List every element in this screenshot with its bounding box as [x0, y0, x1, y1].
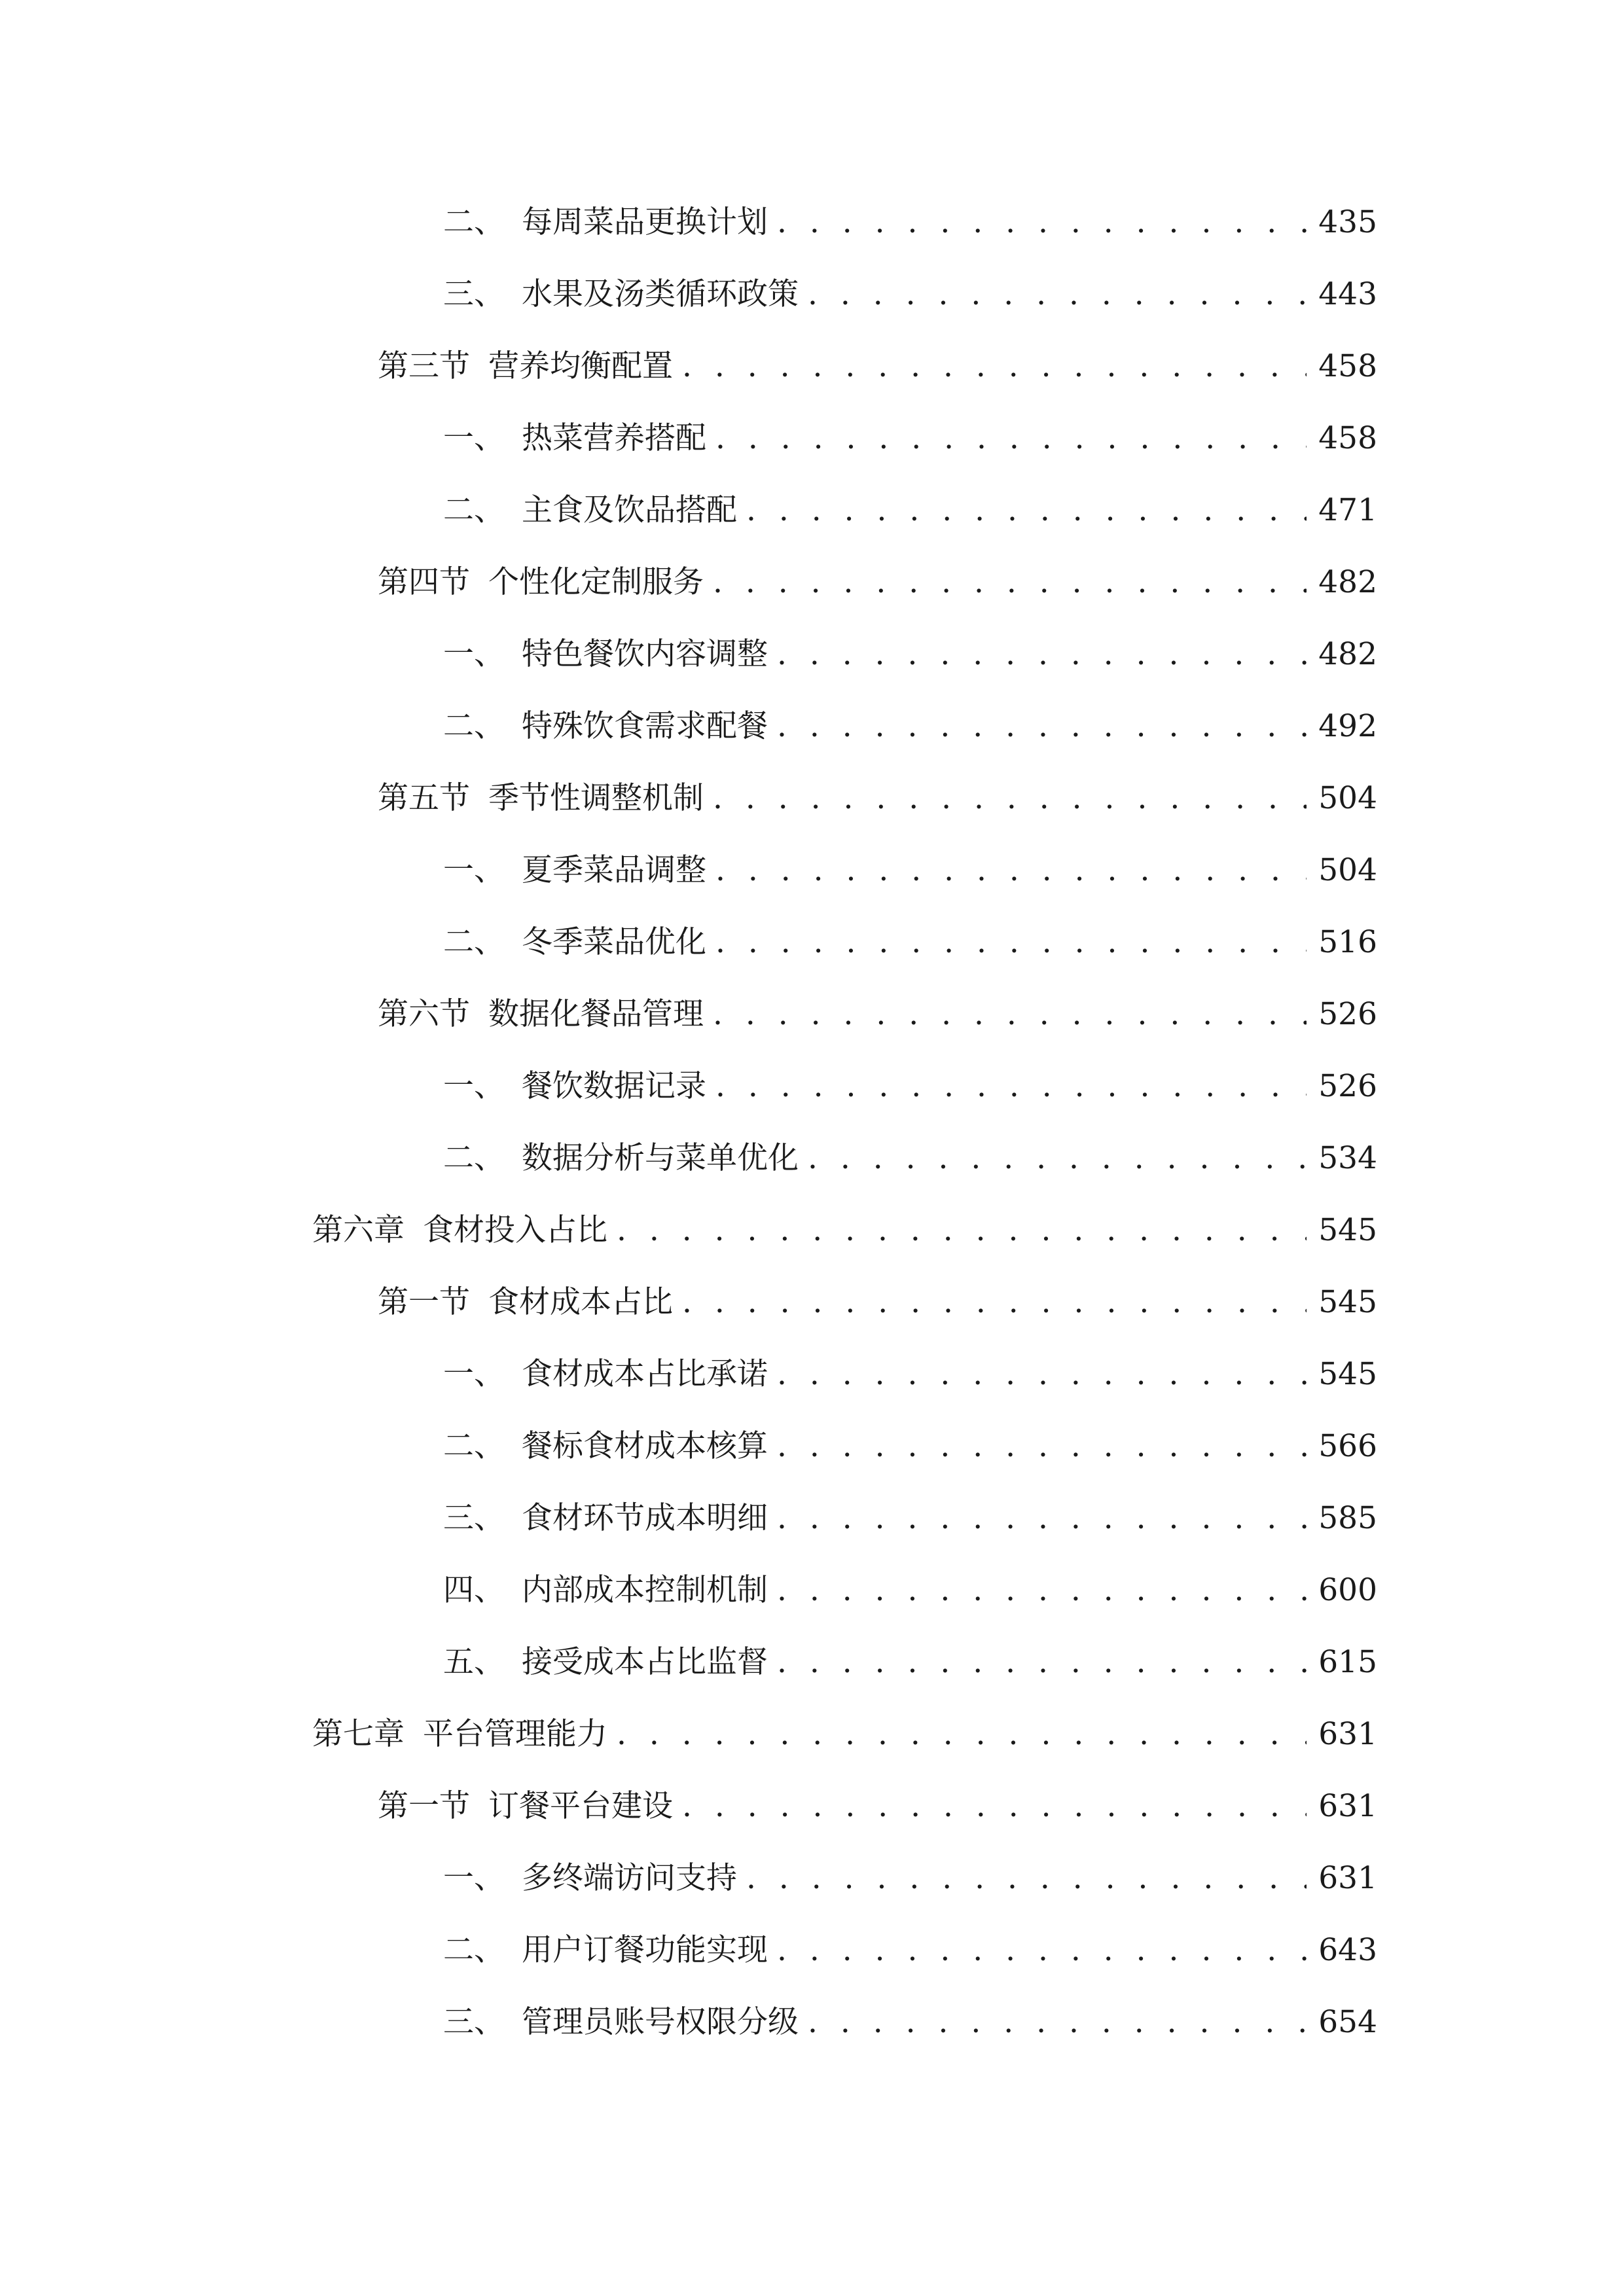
toc-entry-number: 二、	[443, 204, 505, 240]
toc-page-number: 471	[1318, 492, 1377, 528]
toc-entry[interactable]	[443, 1564, 1377, 1617]
toc-dot-leader	[617, 1708, 1307, 1761]
toc-entry[interactable]	[443, 1060, 1377, 1113]
toc-entry-title: 主食及饮品搭配	[522, 492, 737, 528]
toc-entry-title: 食材环节成本明细	[522, 1500, 768, 1536]
toc-entry[interactable]	[443, 1492, 1377, 1545]
toc-entry[interactable]	[378, 1780, 1377, 1833]
toc-dot-leader	[713, 556, 1307, 609]
toc-dot-leader	[715, 844, 1307, 897]
toc-dot-leader	[682, 1780, 1307, 1833]
toc-entry-title: 平台管理能力	[423, 1716, 607, 1752]
toc-entry[interactable]	[378, 340, 1377, 393]
toc-page-number: 458	[1318, 420, 1377, 456]
toc-dot-leader	[713, 988, 1307, 1041]
toc-entry[interactable]	[443, 1636, 1377, 1689]
toc-entry-title: 数据化餐品管理	[488, 996, 704, 1032]
toc-entry[interactable]	[378, 556, 1377, 609]
toc-entry[interactable]	[443, 1996, 1377, 2049]
toc-entry-title: 用户订餐功能实现	[522, 1932, 768, 1968]
toc-entry-number: 三、	[443, 2004, 505, 2040]
toc-dot-leader	[715, 412, 1307, 465]
toc-entry-title: 数据分析与菜单优化	[522, 1140, 799, 1176]
toc-entry-title: 个性化定制服务	[488, 564, 704, 600]
toc-page-number: 504	[1318, 780, 1377, 816]
toc-page-number: 526	[1318, 996, 1377, 1032]
toc-entry-number: 第三节	[378, 348, 470, 384]
toc-page-number: 435	[1318, 204, 1377, 240]
toc-dot-leader	[746, 484, 1307, 537]
toc-entry-number: 第一节	[378, 1284, 470, 1320]
toc-entry-title: 食材投入占比	[423, 1212, 607, 1248]
toc-entry[interactable]	[443, 1420, 1377, 1473]
toc-page-number: 631	[1318, 1860, 1377, 1896]
toc-page-number: 615	[1318, 1644, 1377, 1680]
toc-dot-leader	[682, 1276, 1307, 1329]
toc-entry[interactable]	[443, 916, 1377, 969]
toc-dot-leader	[777, 1564, 1307, 1617]
toc-dot-leader	[682, 340, 1307, 393]
toc-page-number: 492	[1318, 708, 1377, 744]
toc-dot-leader	[777, 1420, 1307, 1473]
toc-entry-title: 特色餐饮内容调整	[522, 636, 768, 672]
toc-entry-title: 食材成本占比承诺	[522, 1356, 768, 1392]
toc-entry-title: 食材成本占比	[488, 1284, 673, 1320]
toc-entry-number: 五、	[443, 1644, 505, 1680]
toc-page-number: 585	[1318, 1500, 1377, 1536]
toc-entry[interactable]	[443, 1852, 1377, 1905]
toc-entry[interactable]	[443, 196, 1377, 249]
toc-entry-number: 二、	[443, 708, 505, 744]
toc-entry-number: 二、	[443, 1932, 505, 1968]
toc-dot-leader	[777, 1348, 1307, 1401]
toc-dot-leader	[777, 1492, 1307, 1545]
toc-entry[interactable]	[312, 1708, 1377, 1761]
toc-entry-title: 营养均衡配置	[488, 348, 673, 384]
toc-dot-leader	[777, 1636, 1307, 1689]
toc-entry-number: 四、	[443, 1572, 505, 1608]
toc-entry-title: 餐标食材成本核算	[522, 1428, 768, 1464]
toc-entry-title: 水果及汤类循环政策	[522, 276, 799, 312]
toc-dot-leader	[808, 268, 1307, 321]
toc-page-number: 631	[1318, 1788, 1377, 1824]
toc-entry-number: 第六章	[312, 1212, 405, 1248]
toc-entry-number: 三、	[443, 1500, 505, 1536]
toc-entry-number: 二、	[443, 1140, 505, 1176]
toc-entry-title: 每周菜品更换计划	[522, 204, 768, 240]
toc-entry[interactable]	[378, 988, 1377, 1041]
toc-page-number: 526	[1318, 1068, 1377, 1104]
toc-page-number: 600	[1318, 1572, 1377, 1608]
toc-page-number: 545	[1318, 1356, 1377, 1392]
toc-entry-number: 第七章	[312, 1716, 405, 1752]
toc-dot-leader	[777, 700, 1307, 753]
toc-entry-title: 餐饮数据记录	[522, 1068, 706, 1104]
toc-entry[interactable]	[443, 1132, 1377, 1185]
toc-entry-title: 热菜营养搭配	[522, 420, 706, 456]
toc-dot-leader	[746, 1852, 1307, 1905]
toc-entry-number: 第五节	[378, 780, 470, 816]
toc-entry-title: 夏季菜品调整	[522, 852, 706, 888]
toc-dot-leader	[808, 1132, 1307, 1185]
toc-page-number: 458	[1318, 348, 1377, 384]
toc-entry-title: 内部成本控制机制	[522, 1572, 768, 1608]
toc-entry[interactable]	[443, 844, 1377, 897]
toc-page-number: 443	[1318, 276, 1377, 312]
toc-entry[interactable]	[443, 628, 1377, 681]
toc-entry-number: 第四节	[378, 564, 470, 600]
toc-entry-number: 一、	[443, 1356, 505, 1392]
toc-entry[interactable]	[443, 700, 1377, 753]
toc-entry-number: 二、	[443, 1428, 505, 1464]
toc-entry[interactable]	[443, 268, 1377, 321]
toc-dot-leader	[617, 1204, 1307, 1257]
toc-entry-number: 一、	[443, 1068, 505, 1104]
toc-dot-leader	[715, 1060, 1307, 1113]
toc-page-number: 482	[1318, 636, 1377, 672]
toc-entry-number: 第一节	[378, 1788, 470, 1824]
toc-entry[interactable]	[443, 1924, 1377, 1977]
toc-entry-number: 三、	[443, 276, 505, 312]
toc-entry-number: 一、	[443, 852, 505, 888]
toc-page-number: 566	[1318, 1428, 1377, 1464]
toc-dot-leader	[777, 628, 1307, 681]
toc-entry-number: 一、	[443, 636, 505, 672]
toc-entry-title: 订餐平台建设	[488, 1788, 673, 1824]
toc-dot-leader	[713, 772, 1307, 825]
toc-entry[interactable]	[443, 412, 1377, 465]
toc-entry-title: 特殊饮食需求配餐	[522, 708, 768, 744]
toc-entry[interactable]	[443, 484, 1377, 537]
toc-entry-title: 管理员账号权限分级	[522, 2004, 799, 2040]
toc-entry-title: 季节性调整机制	[488, 780, 704, 816]
toc-dot-leader	[777, 196, 1307, 249]
toc-entry-title: 多终端访问支持	[522, 1860, 737, 1896]
toc-entry-number: 一、	[443, 1860, 505, 1896]
toc-page-number: 631	[1318, 1716, 1377, 1752]
toc-entry[interactable]	[378, 772, 1377, 825]
toc-page-number: 482	[1318, 564, 1377, 600]
toc-entry[interactable]	[443, 1348, 1377, 1401]
toc-entry-number: 第六节	[378, 996, 470, 1032]
toc-page-number: 504	[1318, 852, 1377, 888]
toc-page-number: 545	[1318, 1212, 1377, 1248]
toc-entry[interactable]	[312, 1204, 1377, 1257]
toc-entry-number: 二、	[443, 924, 505, 960]
toc-entry-title: 接受成本占比监督	[522, 1644, 768, 1680]
toc-entry-number: 一、	[443, 420, 505, 456]
toc-entry-number: 二、	[443, 492, 505, 528]
toc-page-number: 545	[1318, 1284, 1377, 1320]
toc-entry[interactable]	[378, 1276, 1377, 1329]
toc-page-number: 654	[1318, 2004, 1377, 2040]
toc-page-number: 534	[1318, 1140, 1377, 1176]
toc-page-number: 516	[1318, 924, 1377, 960]
toc-dot-leader	[777, 1924, 1307, 1977]
toc-entry-title: 冬季菜品优化	[522, 924, 706, 960]
toc-dot-leader	[715, 916, 1307, 969]
toc-page-number: 643	[1318, 1932, 1377, 1968]
toc-dot-leader	[808, 1996, 1307, 2049]
